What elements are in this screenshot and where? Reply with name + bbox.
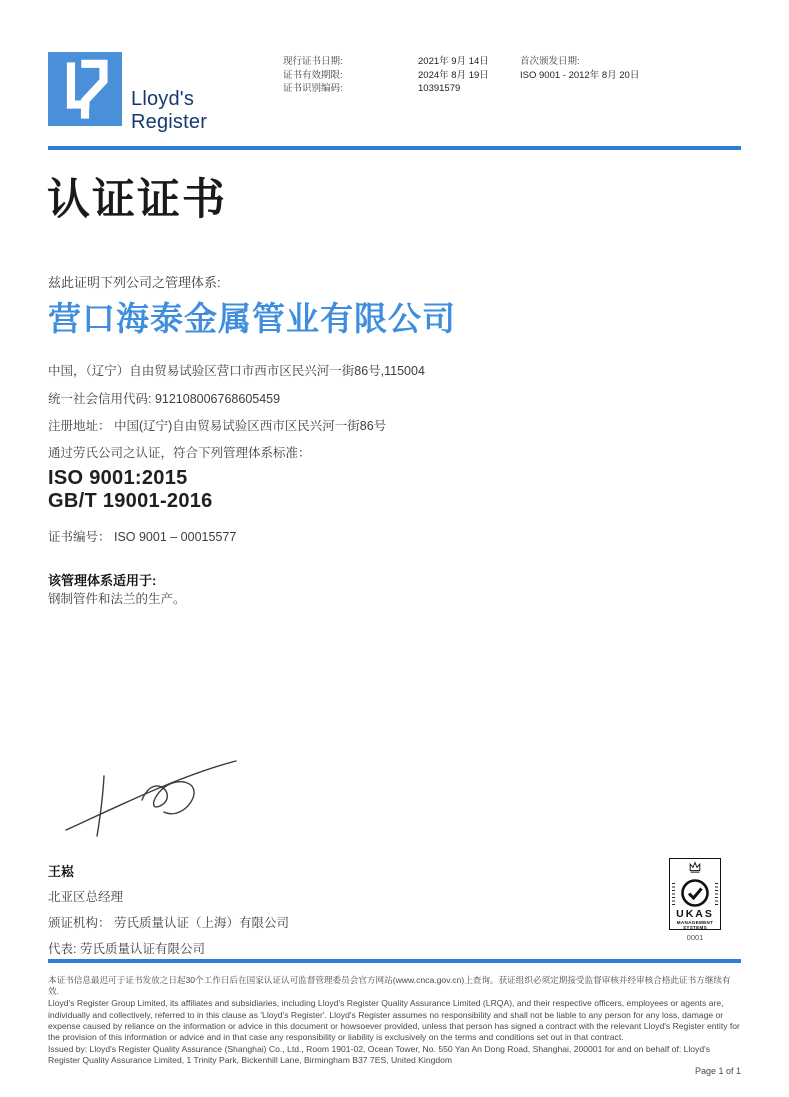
wordmark-line1: Lloyd's bbox=[131, 88, 195, 110]
ukas-ruler-ticks-left bbox=[672, 883, 675, 905]
signature-image bbox=[62, 748, 242, 840]
registered-address: 注册地址： 中国(辽宁)自由贸易试验区西市区民兴河一街86号 bbox=[48, 419, 387, 433]
standard-gbt19001: GB/T 19001-2016 bbox=[48, 490, 213, 512]
approval-statement: 通过劳氏公司之认证，符合下列管理体系标准： bbox=[48, 446, 311, 460]
ukas-box bbox=[669, 858, 721, 930]
ukas-ruler-ticks-right bbox=[715, 883, 718, 905]
lloyds-register-logo-icon bbox=[48, 52, 122, 126]
ukas-accreditation-mark bbox=[669, 858, 721, 942]
lloyds-register-wordmark bbox=[131, 88, 207, 134]
ukas-number: 0001 bbox=[686, 933, 704, 942]
standard-iso9001: ISO 9001:2015 bbox=[48, 467, 188, 489]
scope-heading: 该管理体系适用于: bbox=[48, 573, 157, 588]
on-behalf-line: 代表: 劳氏质量认证有限公司 bbox=[48, 942, 205, 956]
current-issue-date-value: 2021年 9月 14日 bbox=[418, 56, 489, 67]
checkmark-circle-icon bbox=[680, 878, 710, 908]
certificate-id-label: 证书识别编码: bbox=[283, 83, 343, 94]
company-name: 营口海泰金属管业有限公司 bbox=[48, 299, 456, 338]
ukas-sub-line1: MANAGEMENT bbox=[676, 920, 714, 925]
page-title: 认证证书 bbox=[47, 175, 227, 225]
page-number-label: Page 1 of 1 bbox=[694, 1066, 741, 1076]
original-approval-label: 首次颁发日期: bbox=[520, 56, 580, 67]
issuing-body-line: 颁证机构： 劳氏质量认证（上海）有限公司 bbox=[48, 916, 289, 930]
ukas-name: UKAS bbox=[676, 908, 714, 920]
header-divider-rule bbox=[48, 146, 741, 150]
expiry-date-value: 2024年 8月 19日 bbox=[418, 69, 489, 81]
certificate-meta-values bbox=[418, 55, 489, 96]
footer-divider-rule bbox=[48, 959, 741, 963]
wordmark-line2: Register bbox=[131, 111, 208, 133]
original-approval-value: ISO 9001 - 2012年 8月 20日 bbox=[520, 69, 640, 81]
certificate-number: 证书编号： ISO 9001 – 00015577 bbox=[48, 530, 237, 544]
footer-cn-notice: 本证书信息最迟可于证书发放之日起30个工作日后在国家认证认可监督管理委员会官方网站(www.cnca.gov.cn)上查询。获证组织必须定期接受监督审核并经审核合格此证书方继续有效. bbox=[48, 975, 731, 997]
crown-icon bbox=[687, 861, 703, 873]
footer-issued-by: Issued by: Lloyd's Register Quality Assurance (Shanghai) Co., Ltd., Room 1901-02, Ocean Tower, No. 550 Yan An Dong Road, Shanghai, 200001 for and on behalf of: Lloyd's Register Quality Assurance Limited, 1 Trinity Park, Bickenhill Lane, Birmingham B37 7ES, United Kingdom bbox=[48, 1044, 711, 1066]
scope-text: 钢制管件和法兰的生产。 bbox=[48, 592, 186, 606]
certify-statement: 兹此证明下列公司之管理体系: bbox=[48, 275, 221, 290]
social-credit-code: 统一社会信用代码: 912108006768605459 bbox=[48, 392, 281, 406]
certificate-meta-labels bbox=[283, 55, 343, 96]
current-issue-date-label: 现行证书日期: bbox=[283, 56, 343, 67]
signatory-title: 北亚区总经理 bbox=[48, 890, 124, 904]
footer-en-disclaimer: Lloyd's Register Group Limited, its affiliates and subsidiaries, including Lloyd's Register Quality Assurance Limited (LRQA), and their respective officers, employees or agents are, individually and collectively, referred to in this clause as 'Lloyd's Register'. Lloyd's Register assumes no responsibility and shall not be liable to any person for any loss, damage or expense caused by reliance on the information or advice in this document or howsoever provided, unless that person has signed a contract with the relevant Lloyd's Register entity for the provision of this information or advice and in that case any responsibility or liability is exclusively on the terms and conditions set out in that contract. bbox=[48, 998, 740, 1043]
ukas-sub-line2: SYSTEMS bbox=[682, 925, 708, 931]
footer-legal-block bbox=[48, 975, 741, 1068]
certificate-id-value: 10391579 bbox=[418, 83, 461, 94]
company-address: 中国，（辽宁）自由贸易试验区营口市西市区民兴河一街86号,115004 bbox=[48, 364, 425, 378]
signatory-name: 王崧 bbox=[48, 864, 75, 879]
expiry-date-label: 证书有效期限: bbox=[283, 69, 343, 81]
